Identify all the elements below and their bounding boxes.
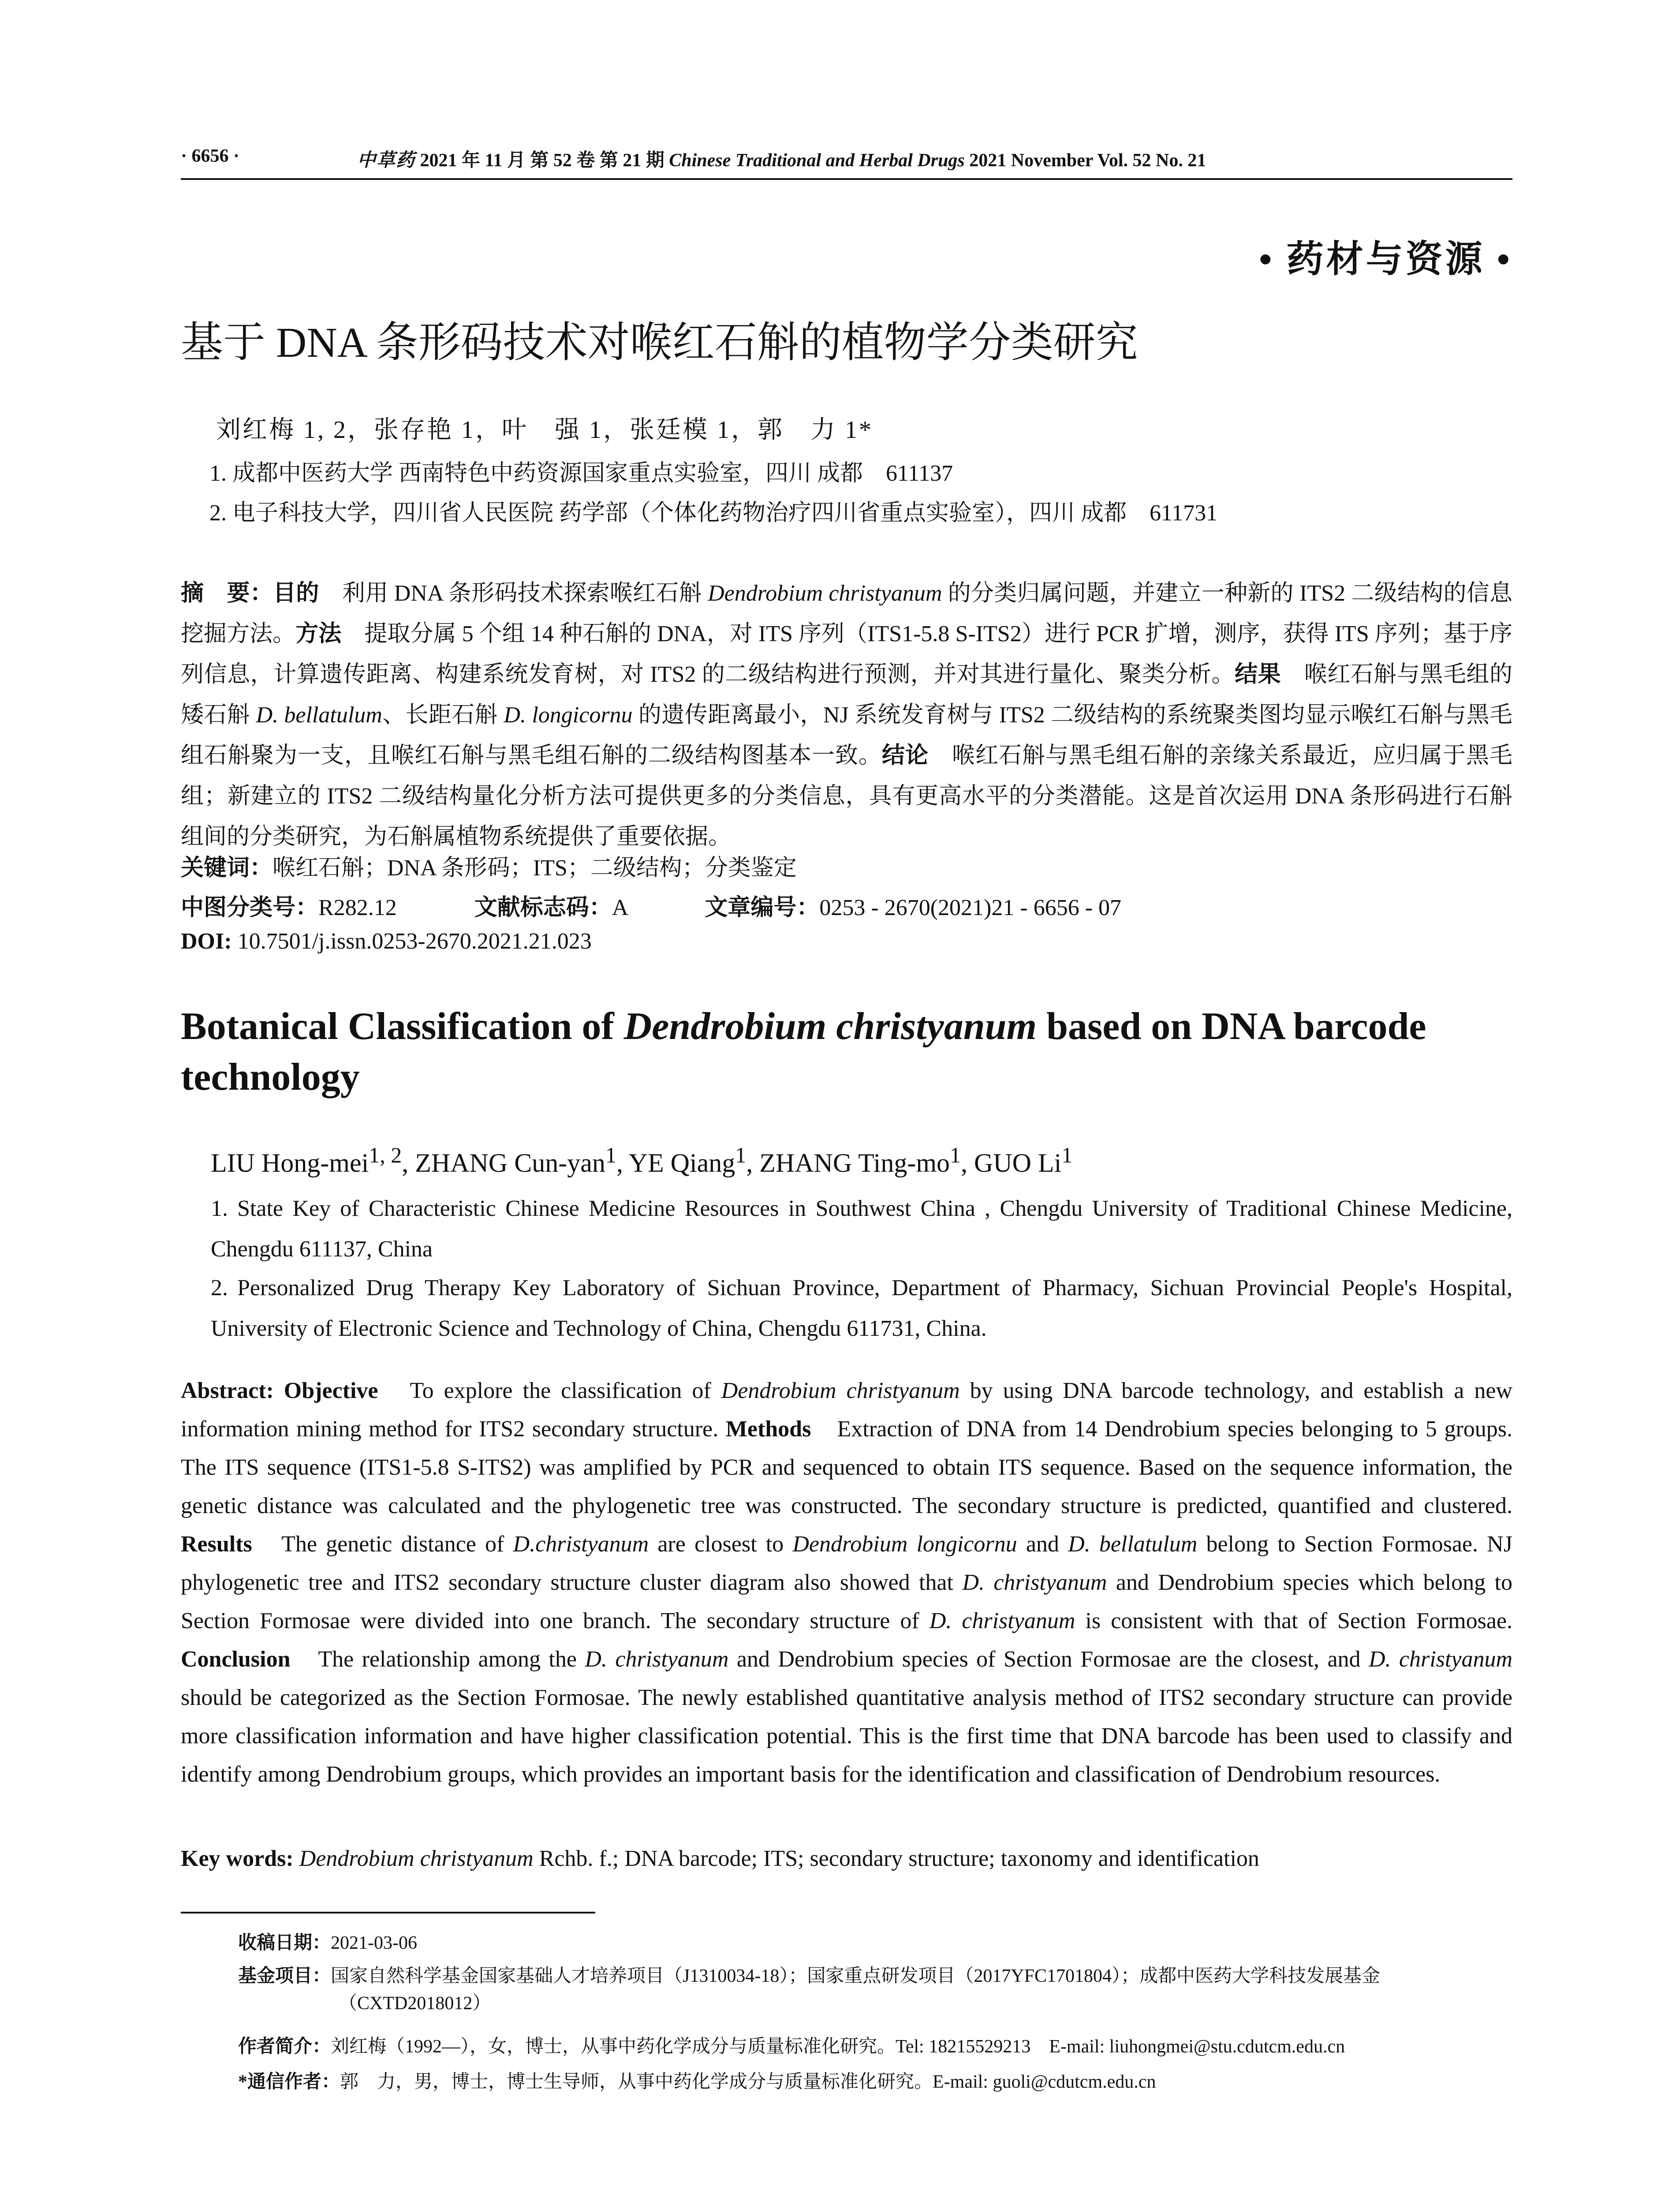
author-name: , ZHANG Cun-yan <box>402 1148 605 1177</box>
author-affil-sup: 1 <box>735 1143 747 1167</box>
abstract-cn-label: 摘 要： <box>181 581 273 606</box>
running-header <box>181 146 1512 176</box>
author-name: LIU Hong-mei <box>211 1148 369 1177</box>
page-number: · 6656 · <box>181 146 240 166</box>
results-cn-text-3: 的遗传距离最小，NJ 系统发育树与 ITS2 二级结构的系统聚类图均显示喉红石斛与黑毛组石斛聚为一支，且喉红石斛与黑毛组石斛的二级结构图基本一致。 <box>181 703 1512 768</box>
clc-label: 中图分类号： <box>181 895 319 920</box>
conclusion-cn-label: 结论 <box>881 743 929 768</box>
abstract-en-text: by using DNA barcode technology, and establish a new information mining method for ITS2 secondary structure. <box>181 1378 1512 1442</box>
title-en-species: Dendrobium christyanum <box>623 1005 1037 1048</box>
results-cn-label: 结果 <box>1235 662 1281 687</box>
fund-label: 基金项目： <box>238 1966 331 1986</box>
objective-cn-text-2: 的分类归属问题，并建立一种新的 ITS2 二级结构的信息挖掘方法。 <box>181 581 1512 647</box>
doc-code-value: A <box>612 895 627 920</box>
results-cn-text-2: 、长距石斛 <box>382 703 504 728</box>
fund-text: 国家自然科学基金国家基础人才培养项目（J1310034-18）；国家重点研发项目（2017YFC1701804）；成都中医药大学科技发展基金 <box>331 1966 1381 1986</box>
fund-text-2: （CXTD2018012） <box>339 1993 491 2014</box>
objective-cn-label: 目的 <box>273 581 319 606</box>
affiliation-en-1 <box>211 1188 1512 1270</box>
keywords-cn-text: 喉红石斛；DNA 条形码；ITS；二级结构；分类鉴定 <box>273 856 797 881</box>
conclusion-en-text: The relationship among the <box>290 1647 585 1672</box>
doi-value: 10.7501/j.issn.0253-2670.2021.21.023 <box>231 929 592 954</box>
results-cn-text: 喉红石斛与黑毛组的矮石斛 <box>181 662 1512 728</box>
species-name: Dendrobium christyanum <box>721 1378 960 1403</box>
keywords-cn <box>181 849 797 882</box>
received-label: 收稿日期： <box>238 1933 331 1953</box>
author-affil-sup: 1 <box>605 1143 616 1167</box>
species-name: Dendrobium longicornu <box>792 1532 1017 1557</box>
abstract-en-text: To explore the classification of <box>378 1378 721 1403</box>
species-name: D. christyanum <box>929 1608 1075 1633</box>
keywords-en <box>181 1846 1259 1872</box>
journal-name-en: Chinese Traditional and Herbal Drugs <box>669 150 965 171</box>
footnote-author <box>238 2033 1512 2060</box>
species-name: Dendrobium christyanum <box>708 581 942 606</box>
footnote-rule <box>181 1912 595 1913</box>
author-affil-sup: 1 <box>1061 1143 1073 1167</box>
results-en-text: is consistent with that of Section Formosae. <box>1075 1608 1513 1633</box>
title-en-part1: Botanical Classification of <box>181 1005 624 1048</box>
journal-name-cn: 中草药 <box>357 149 416 171</box>
species-name: D. christyanum <box>962 1570 1107 1595</box>
abstract-cn <box>181 573 1512 857</box>
affiliation-number: 2. <box>211 1275 228 1301</box>
objective-cn-text: 利用 DNA 条形码技术探索喉红石斛 <box>319 581 708 606</box>
results-en-text: and Dendrobium species which belong to Section Formosae were divided into one branch. The secondary structure of <box>181 1570 1513 1633</box>
title-en-part2: based on DNA barcode technology <box>181 1005 1426 1099</box>
keywords-cn-label: 关键词： <box>181 856 273 881</box>
methods-en-text: Extraction of DNA from 14 Dendrobium species belonging to 5 groups. The ITS sequence (ITS1-5.8 S-ITS2) was amplified by PCR and sequenced to obtain ITS sequence. Based on the sequence information, the genetic distance was calculated and the phylogenetic tree was constructed. The secondary structure is predicted, quantified and clustered. <box>181 1416 1512 1518</box>
conclusion-en-label: Conclusion <box>181 1647 291 1672</box>
title-cn: 基于 DNA 条形码技术对喉红石斛的植物学分类研究 <box>181 319 1138 366</box>
section-tag: • 药材与资源 • <box>1259 239 1512 280</box>
title-en <box>181 1001 1512 1102</box>
author-name: , YE Qiang <box>616 1148 735 1177</box>
affiliation-text: State Key of Characteristic Chinese Medicine Resources in Southwest China , Chengdu University of Traditional Chinese Medicine, Chengdu 611137, China <box>211 1196 1512 1262</box>
species-name: D.christyanum <box>513 1532 649 1557</box>
authors-en <box>211 1142 1072 1178</box>
species-name: D. bellatulum <box>256 703 382 728</box>
doi-line <box>181 928 592 954</box>
author-name: , GUO Li <box>961 1148 1062 1177</box>
keywords-en-label: Key words: <box>181 1846 294 1871</box>
methods-en-label: Methods <box>725 1416 811 1442</box>
abstract-en <box>181 1372 1512 1794</box>
author-affil-sup: 1 <box>950 1143 961 1167</box>
methods-cn-text: 提取分属 5 个组 14 种石斛的 DNA，对 ITS 序列（ITS1-5.8 S-ITS2）进行 PCR 扩增，测序，获得 ITS 序列；基于序列信息，计算遗传距离、构建系统发育树，对 ITS2 的二级结构进行预测，并对其进行量化、聚类分析。 <box>181 621 1512 687</box>
species-name: D. bellatulum <box>1068 1532 1198 1557</box>
species-name: D. longicornu <box>504 703 633 728</box>
conclusion-en-text: and Dendrobium species of Section Formosae are the closest, and <box>728 1647 1369 1672</box>
footnote-received <box>238 1929 1512 1957</box>
species-name: Dendrobium christyanum <box>293 1846 534 1871</box>
journal-issue-en: 2021 November Vol. 52 No. 21 <box>969 150 1206 171</box>
corresponding-label: *通信作者： <box>238 2072 340 2092</box>
conclusion-cn-text: 喉红石斛与黑毛组石斛的亲缘关系最近，应归属于黑毛组；新建立的 ITS2 二级结构量化分析方法可提供更多的分类信息，具有更高水平的分类潜能。这是首次运用 DNA 条形码进行石斛组间的分类研究，为石斛属植物系统提供了重要依据。 <box>181 743 1512 849</box>
author-bio-text: 刘红梅（1992—），女，博士，从事中药化学成分与质量标准化研究。Tel: 18215529213 E-mail: liuhongmei@stu.cdutcm.edu.cn <box>331 2037 1345 2057</box>
species-name: D. christyanum <box>585 1647 729 1672</box>
doi-label: DOI: <box>181 929 232 954</box>
author-bio-label: 作者简介： <box>238 2037 331 2057</box>
classification-line <box>181 889 1121 922</box>
results-en-text: are closest to <box>649 1532 793 1557</box>
keywords-en-text: Rchb. f.; DNA barcode; ITS; secondary structure; taxonomy and identification <box>533 1846 1259 1871</box>
species-name: D. christyanum <box>1368 1647 1512 1672</box>
results-en-text: and <box>1017 1532 1068 1557</box>
journal-issue-cn: 2021 年 11 月 第 52 卷 第 21 期 <box>420 150 665 171</box>
clc-value: R282.12 <box>318 895 397 920</box>
footnote-fund <box>238 1962 1512 2017</box>
affiliation-en-2 <box>211 1268 1512 1349</box>
journal-line <box>357 146 1206 172</box>
affiliation-text: Personalized Drug Therapy Key Laboratory of Sichuan Province, Department of Pharmacy, Sichuan Provincial People's Hospital, University of Electronic Science and Technology of China, Chengdu 611731, China. <box>211 1275 1512 1341</box>
received-date: 2021-03-06 <box>331 1933 417 1953</box>
affiliation-number: 1. <box>211 1196 228 1221</box>
article-no-value: 0253 - 2670(2021)21 - 6656 - 07 <box>819 895 1122 920</box>
author-affil-sup: 1, 2 <box>369 1143 402 1167</box>
corresponding-text: 郭 力，男，博士，博士生导师，从事中药化学成分与质量标准化研究。E-mail: guoli@cdutcm.edu.cn <box>340 2072 1156 2092</box>
authors-cn: 刘红梅 1, 2，张存艳 1，叶 强 1，张廷模 1，郭 力 1* <box>216 416 873 444</box>
header-rule <box>181 178 1512 180</box>
footnote-corresponding <box>238 2068 1512 2096</box>
results-en-text: belong to Section Formosae. NJ phylogenetic tree and ITS2 secondary structure cluster diagram also showed that <box>181 1532 1512 1595</box>
article-no-label: 文章编号： <box>705 895 820 920</box>
results-en-label: Results <box>181 1532 252 1557</box>
methods-cn-label: 方法 <box>295 621 342 647</box>
results-en-text: The genetic distance of <box>252 1532 513 1557</box>
author-name: , ZHANG Ting-mo <box>746 1148 950 1177</box>
affiliation-cn-2: 2. 电子科技大学，四川省人民医院 药学部（个体化药物治疗四川省重点实验室），四川 成都 611731 <box>209 501 1218 526</box>
abstract-en-label: Abstract: Objective <box>181 1378 378 1403</box>
affiliation-cn-1: 1. 成都中医药大学 西南特色中药资源国家重点实验室，四川 成都 611137 <box>209 461 953 486</box>
doc-code-label: 文献标志码： <box>474 895 612 920</box>
conclusion-en-text: should be categorized as the Section Formosae. The newly established quantitative analysis method of ITS2 secondary structure can provide more classification information and have higher classification potential. This is the first time that DNA barcode has been used to classify and identify among Dendrobium groups, which provides an important basis for the identification and classification of Dendrobium resources. <box>181 1685 1512 1787</box>
